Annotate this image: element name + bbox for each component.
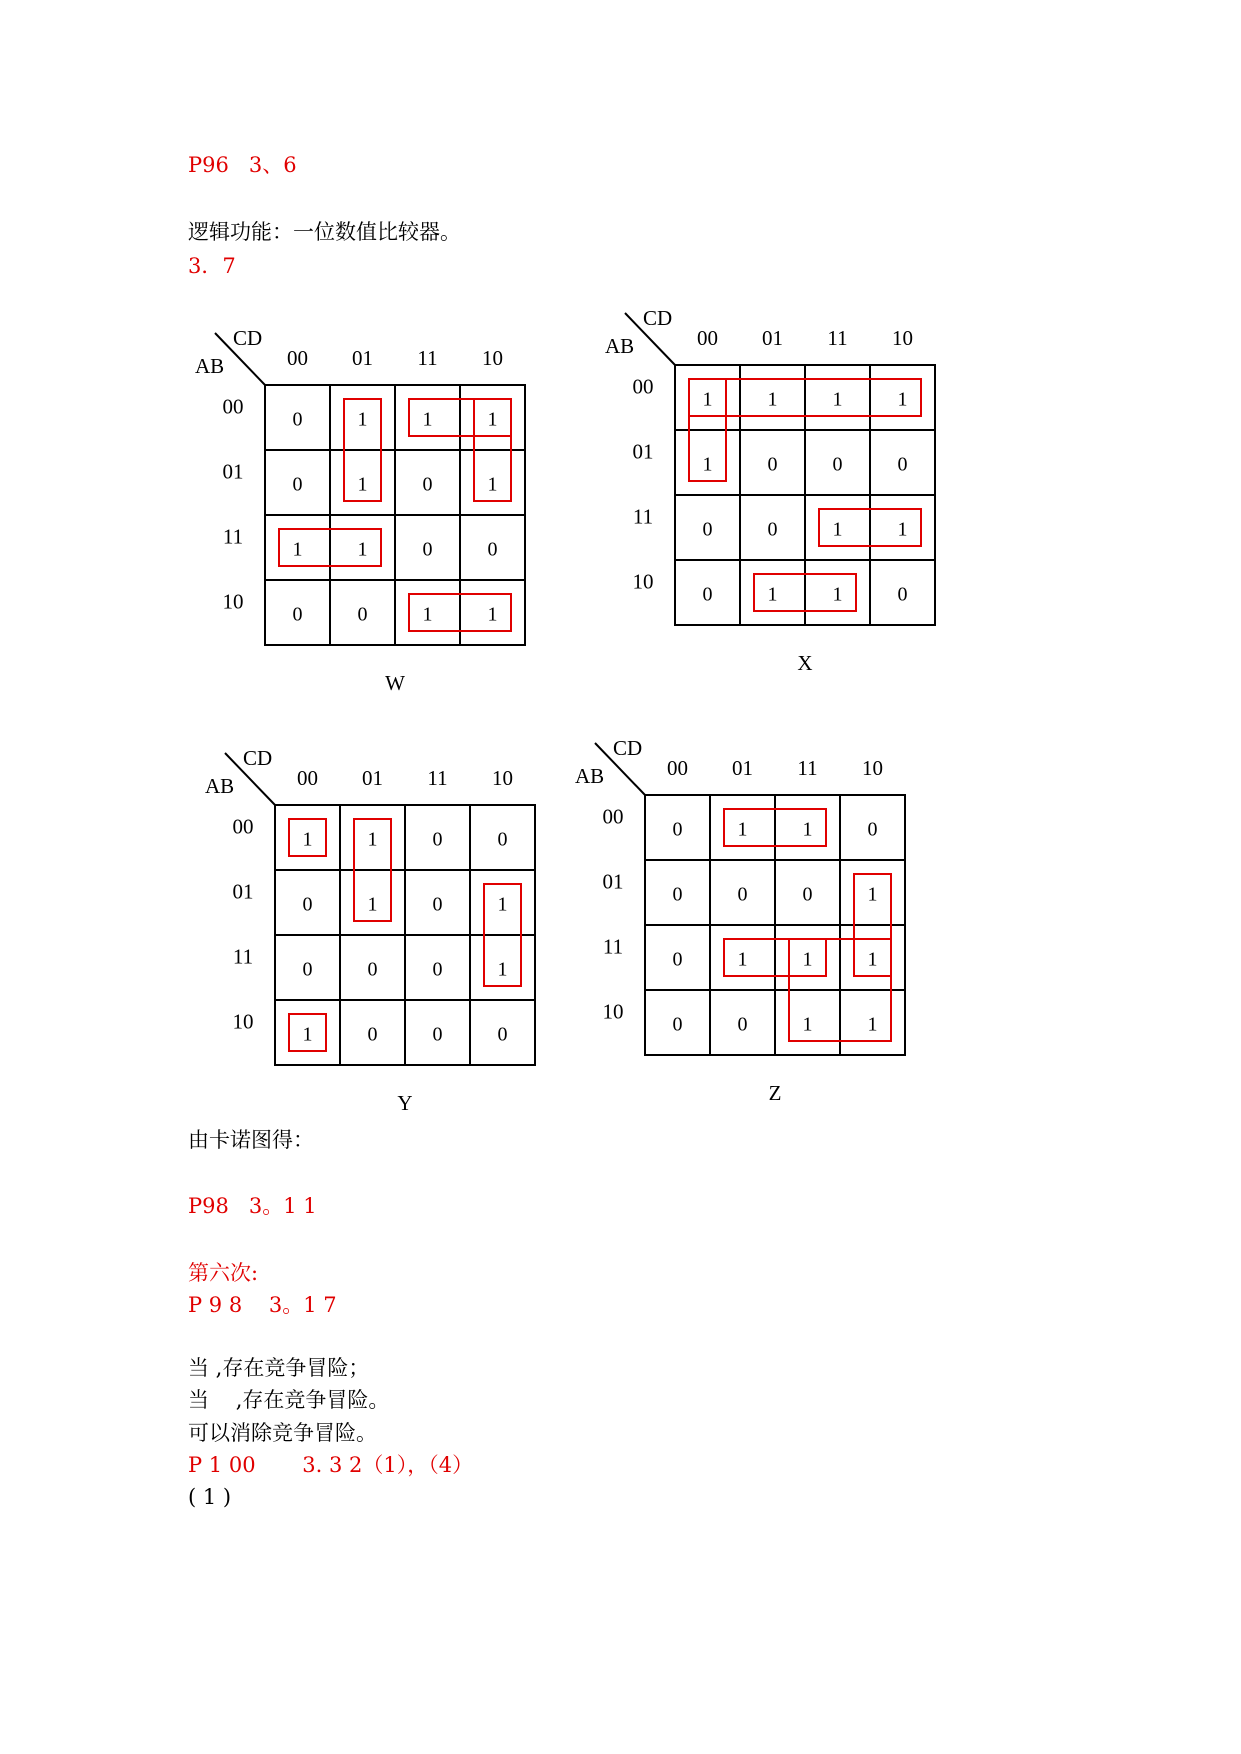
heading-p98-11: P98 3。1 1 [188, 1194, 317, 1218]
kmap-cell: 1 [487, 603, 498, 626]
kmap-cell: 0 [702, 518, 713, 541]
kmap-cell: 1 [832, 518, 843, 541]
kmap-cell: 0 [497, 1023, 508, 1046]
kmap-cell: 1 [832, 583, 843, 606]
kmap-cell: 1 [292, 538, 303, 561]
kmap-col-label: 10 [482, 346, 503, 370]
kmap-cell: 1 [487, 473, 498, 496]
kmap-row-var: AB [605, 334, 635, 358]
kmap-cell: 0 [432, 958, 443, 981]
kmap-cell: 1 [357, 408, 368, 431]
kmap-col-var: CD [233, 326, 263, 350]
kmap-cell: 0 [702, 583, 713, 606]
kmap-row-label: 00 [602, 804, 624, 829]
kmap-row-label: 11 [222, 524, 244, 549]
kmap-cell: 0 [672, 818, 683, 841]
kmap-col-label: 00 [697, 326, 718, 350]
kmap-cell: 0 [767, 518, 778, 541]
kmap-cell: 0 [292, 473, 303, 496]
kmap-w [190, 320, 530, 695]
kmap-result-text: 由卡诺图得： [188, 1128, 314, 1152]
kmap-cell: 0 [432, 1023, 443, 1046]
kmap-col-label: 00 [667, 756, 688, 780]
kmap-cell: 1 [802, 1013, 813, 1036]
kmap-cell: 1 [867, 1013, 878, 1036]
kmap-cell: 0 [897, 583, 908, 606]
kmap-row-label: 11 [632, 504, 654, 529]
kmap-col-label: 11 [417, 346, 438, 370]
kmap-cell: 1 [357, 538, 368, 561]
kmap-row-label: 10 [632, 569, 654, 594]
kmap-cell: 1 [487, 408, 498, 431]
kmap-col-label: 11 [827, 326, 848, 350]
kmap-col-label: 11 [797, 756, 818, 780]
heading-p100: P 1 00 3. 3 2（1），（4） [188, 1453, 474, 1477]
kmap-cell: 0 [802, 883, 813, 906]
kmap-cell: 0 [357, 603, 368, 626]
kmap-cell: 1 [497, 958, 508, 981]
kmap-name: Z [768, 1081, 782, 1105]
kmap-cell: 0 [432, 893, 443, 916]
kmap-col-label: 01 [732, 756, 753, 780]
kmap-row-label: 11 [232, 944, 254, 969]
kmap-cell: 1 [867, 948, 878, 971]
kmap-cell: 0 [672, 883, 683, 906]
kmap-cell: 0 [367, 958, 378, 981]
kmap-cell: 1 [737, 948, 748, 971]
kmap-cell: 0 [737, 1013, 748, 1036]
kmap-cell: 1 [422, 603, 433, 626]
kmap-row-label: 01 [232, 879, 254, 904]
kmap-cell: 1 [422, 408, 433, 431]
kmap-cell: 0 [487, 538, 498, 561]
kmap-cell: 1 [802, 818, 813, 841]
kmap-cell: 0 [302, 958, 313, 981]
kmap-cell: 1 [897, 388, 908, 411]
kmap-col-label: 10 [492, 766, 513, 790]
logic-function-text: 逻辑功能：一位数值比较器。 [188, 220, 461, 244]
kmap-cell: 0 [497, 828, 508, 851]
kmap-row-label: 11 [602, 934, 624, 959]
kmap-cell: 0 [897, 453, 908, 476]
part-1-label: ( 1 ) [188, 1485, 232, 1509]
kmap-row-label: 01 [222, 459, 244, 484]
kmap-cell: 1 [737, 818, 748, 841]
kmap-name: W [385, 671, 405, 695]
kmap-row-var: AB [575, 764, 605, 788]
kmap-cell: 1 [702, 388, 713, 411]
heading-p98-17: P 9 8 3。1 7 [188, 1293, 337, 1317]
kmap-cell: 0 [422, 473, 433, 496]
kmap-col-label: 01 [762, 326, 783, 350]
kmap-cell: 0 [832, 453, 843, 476]
kmap-row-label: 01 [602, 869, 624, 894]
kmap-cell: 1 [302, 1023, 313, 1046]
kmap-cell: 1 [497, 893, 508, 916]
heading-3-7: 3．7 [188, 254, 236, 278]
kmap-col-label: 10 [892, 326, 913, 350]
race-text-2: 当 ,存在竞争冒险。 [188, 1388, 390, 1412]
kmap-cell: 0 [867, 818, 878, 841]
kmap-col-label: 01 [352, 346, 373, 370]
kmap-row-label: 00 [232, 814, 254, 839]
kmap-cell: 0 [302, 893, 313, 916]
kmap-x [600, 300, 940, 675]
kmap-row-label: 00 [222, 394, 244, 419]
kmap-cell: 0 [292, 603, 303, 626]
kmap-cell: 1 [357, 473, 368, 496]
kmap-y [200, 740, 540, 1115]
heading-p96: P96 3、6 [188, 153, 297, 177]
kmap-cell: 1 [767, 583, 778, 606]
kmap-cell: 0 [367, 1023, 378, 1046]
kmap-row-label: 10 [232, 1009, 254, 1034]
kmap-cell: 0 [432, 828, 443, 851]
kmap-row-var: AB [205, 774, 235, 798]
kmap-col-label: 01 [362, 766, 383, 790]
kmap-cell: 1 [367, 893, 378, 916]
kmap-row-label: 10 [602, 999, 624, 1024]
kmap-cell: 1 [767, 388, 778, 411]
kmap-col-var: CD [243, 746, 273, 770]
kmap-cell: 0 [767, 453, 778, 476]
kmap-name: Y [397, 1091, 413, 1115]
race-text-1: 当 ,存在竞争冒险； [188, 1356, 370, 1380]
kmap-cell: 1 [867, 883, 878, 906]
kmap-cell: 1 [367, 828, 378, 851]
kmap-col-label: 00 [287, 346, 308, 370]
kmap-col-label: 10 [862, 756, 883, 780]
kmap-cell: 1 [802, 948, 813, 971]
kmap-col-label: 11 [427, 766, 448, 790]
eliminate-text: 可以消除竞争冒险。 [188, 1421, 377, 1445]
kmap-z [570, 730, 910, 1105]
kmap-cell: 1 [897, 518, 908, 541]
kmap-col-var: CD [613, 736, 643, 760]
kmap-col-var: CD [643, 306, 673, 330]
kmap-cell: 1 [702, 453, 713, 476]
kmap-cell: 1 [832, 388, 843, 411]
kmap-cell: 0 [672, 1013, 683, 1036]
kmap-row-label: 00 [632, 374, 654, 399]
kmap-cell: 0 [292, 408, 303, 431]
kmap-row-label: 01 [632, 439, 654, 464]
kmap-cell: 0 [737, 883, 748, 906]
kmap-name: X [797, 651, 813, 675]
kmap-col-label: 00 [297, 766, 318, 790]
kmap-row-var: AB [195, 354, 225, 378]
kmap-cell: 0 [672, 948, 683, 971]
heading-sixth: 第六次: [188, 1261, 259, 1285]
kmap-row-label: 10 [222, 589, 244, 614]
kmap-cell: 0 [422, 538, 433, 561]
kmap-cell: 1 [302, 828, 313, 851]
